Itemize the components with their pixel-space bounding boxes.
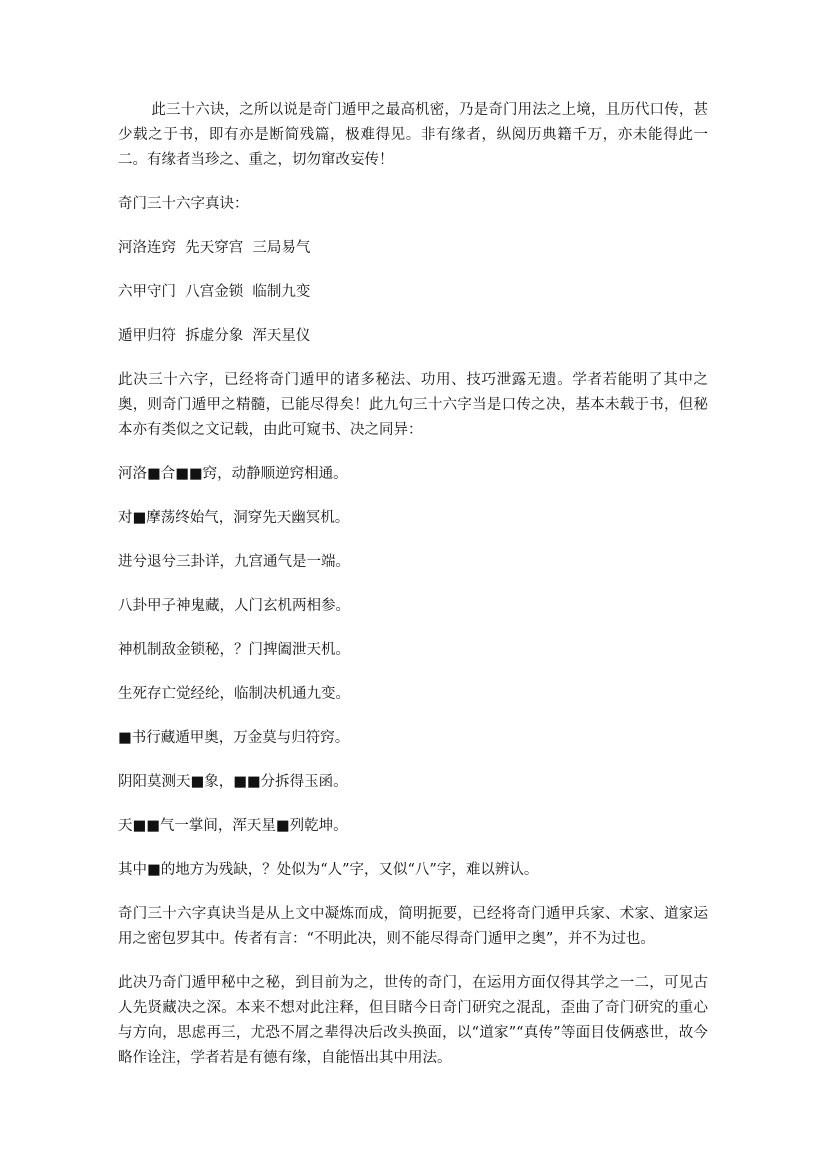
poem-line-2: 对■摩荡终始气，洞穿先天幽冥机。: [118, 510, 350, 526]
explanation-paragraph: 此决三十六字，已经将奇门遁甲的诸多秘法、功用、技巧泄露无遗。学者若能明了其中之奥，则奇门遁甲之精髓，已能尽得矣！此九句三十六字当是口传之决，基本未载于书，但秘本亦有类似之文记载，由此可窥书、决之同异：: [118, 372, 708, 438]
document-page: [118, 98, 708, 1090]
intro-paragraph: 此三十六诀，之所以说是奇门遁甲之最高机密，乃是奇门用法之上境，且历代口传，甚少载之于书，即有亦是断简残篇，极难得见。非有缘者，纵阅历典籍千万，亦未能得此一二。有缘者当珍之、重之，切勿窜改妄传！: [118, 102, 708, 168]
note-paragraph: 其中■的地方为残缺，？处似为“人”字，又似“八”字，难以辨认。: [118, 862, 539, 878]
poem-line-3: 进兮退兮三卦详，九宫通气是一端。: [118, 554, 350, 570]
verse-line-3: 遁甲归符 拆虚分象 浑天星仪: [118, 328, 311, 344]
poem-line-7: ■书行藏遁甲奥，万金莫与归符窍。: [118, 730, 350, 746]
poem-line-1: 河洛■合■■窍，动静顺逆窍相通。: [118, 466, 348, 482]
verse-line-1: 河洛连窍 先天穿宫 三局易气: [118, 240, 311, 256]
poem-line-9: 天■■气一掌间，浑天星■列乾坤。: [118, 818, 348, 834]
closing-paragraph: 此决乃奇门遁甲秘中之秘，到目前为之，世传的奇门，在运用方面仅得其学之一二，可见古人先贤藏决之深。本来不想对此注释，但目睹今日奇门研究之混乱，歪曲了奇门研究的重心与方向，思虑再三，尤恐不屑之辈得决后改头换面，以“道家”“真传”等面目伎俩惑世，故今略作诠注，学者若是有德有缘，自能悟出其中用法。: [118, 975, 708, 1066]
poem-line-5: 神机制敌金锁秘，？门捭阖泄天机。: [118, 642, 350, 658]
formula-heading: 奇门三十六字真诀：: [118, 196, 249, 212]
verse-line-2: 六甲守门 八宫金锁 临制九变: [118, 284, 311, 300]
summary-paragraph: 奇门三十六字真诀当是从上文中凝炼而成，简明扼要，已经将奇门遁甲兵家、术家、道家运用之密包罗其中。传者有言：“不明此决，则不能尽得奇门遁甲之奥”，并不为过也。: [118, 906, 708, 947]
poem-line-8: 阴阳莫测天■象，■■分拆得玉函。: [118, 774, 348, 790]
poem-line-4: 八卦甲子神鬼藏，人门玄机两相参。: [118, 598, 350, 614]
poem-line-6: 生死存亡觉经纶，临制决机通九变。: [118, 686, 350, 702]
